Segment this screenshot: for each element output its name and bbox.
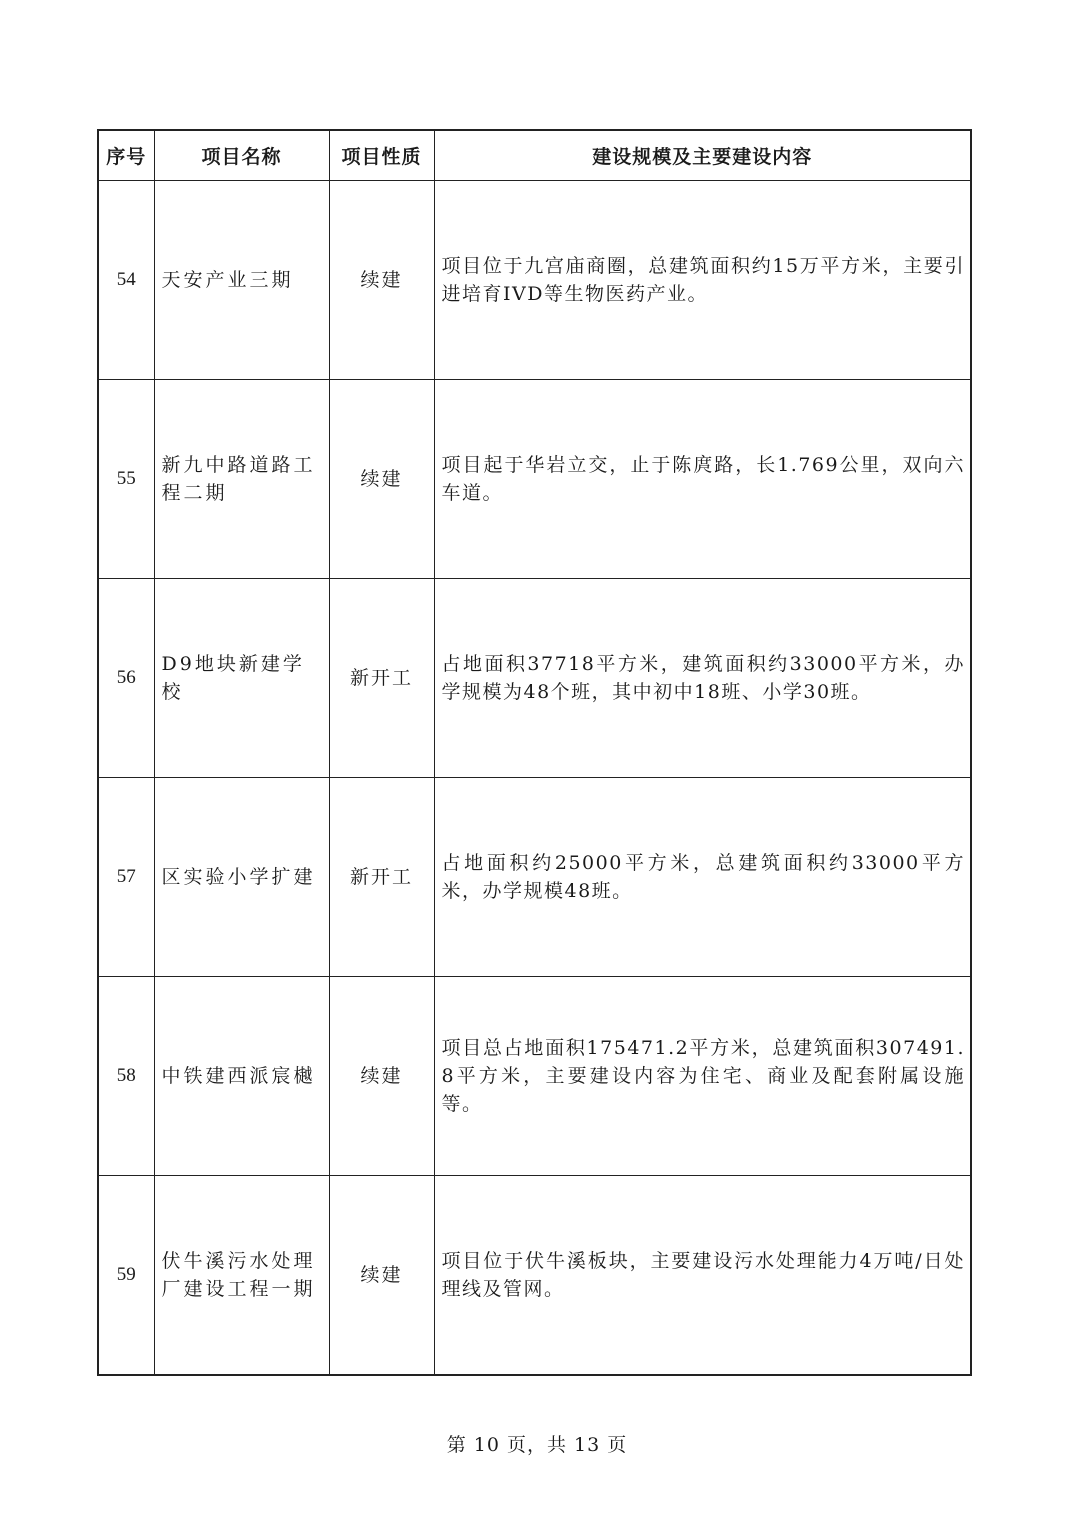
row-project-name: 区实验小学扩建: [154, 778, 329, 977]
row-project-description: 占地面积约25000平方米，总建筑面积约33000平方米，办学规模48班。: [434, 778, 971, 977]
project-table: [97, 129, 972, 1376]
row-project-name: D9地块新建学校: [154, 579, 329, 778]
row-serial-number: 59: [98, 1176, 154, 1376]
row-project-description: 项目起于华岩立交，止于陈庹路，长1.769公里，双向六车道。: [434, 380, 971, 579]
row-serial-number: 55: [98, 380, 154, 579]
table-row: [98, 579, 971, 778]
row-project-name: 伏牛溪污水处理厂建设工程一期: [154, 1176, 329, 1376]
row-project-type: 续建: [329, 181, 434, 380]
row-project-type: 续建: [329, 380, 434, 579]
table-row: [98, 1176, 971, 1376]
row-project-name: 天安产业三期: [154, 181, 329, 380]
row-serial-number: 57: [98, 778, 154, 977]
table-header: [98, 130, 971, 181]
table-row: [98, 778, 971, 977]
row-serial-number: 58: [98, 977, 154, 1176]
header-project-description: 建设规模及主要建设内容: [434, 130, 971, 181]
row-project-name: 中铁建西派宸樾: [154, 977, 329, 1176]
table-row: [98, 977, 971, 1176]
row-project-description: 占地面积37718平方米，建筑面积约33000平方米，办学规模为48个班，其中初中18班、小学30班。: [434, 579, 971, 778]
table-row: [98, 181, 971, 380]
header-project-type: 项目性质: [329, 130, 434, 181]
row-project-type: 新开工: [329, 778, 434, 977]
row-project-name: 新九中路道路工程二期: [154, 380, 329, 579]
row-serial-number: 54: [98, 181, 154, 380]
row-serial-number: 56: [98, 579, 154, 778]
row-project-description: 项目位于伏牛溪板块，主要建设污水处理能力4万吨/日处理线及管网。: [434, 1176, 971, 1376]
row-project-type: 新开工: [329, 579, 434, 778]
table-row: [98, 380, 971, 579]
header-project-name: 项目名称: [154, 130, 329, 181]
header-row: [98, 130, 971, 181]
table-body: [98, 181, 971, 1376]
row-project-description: 项目位于九宫庙商圈，总建筑面积约15万平方米，主要引进培育IVD等生物医药产业。: [434, 181, 971, 380]
page-number-footer: 第 10 页，共 13 页: [446, 1434, 628, 1456]
header-serial-number: 序号: [98, 130, 154, 181]
row-project-type: 续建: [329, 1176, 434, 1376]
row-project-description: 项目总占地面积175471.2平方米，总建筑面积307491.8平方米，主要建设内容为住宅、商业及配套附属设施等。: [434, 977, 971, 1176]
row-project-type: 续建: [329, 977, 434, 1176]
